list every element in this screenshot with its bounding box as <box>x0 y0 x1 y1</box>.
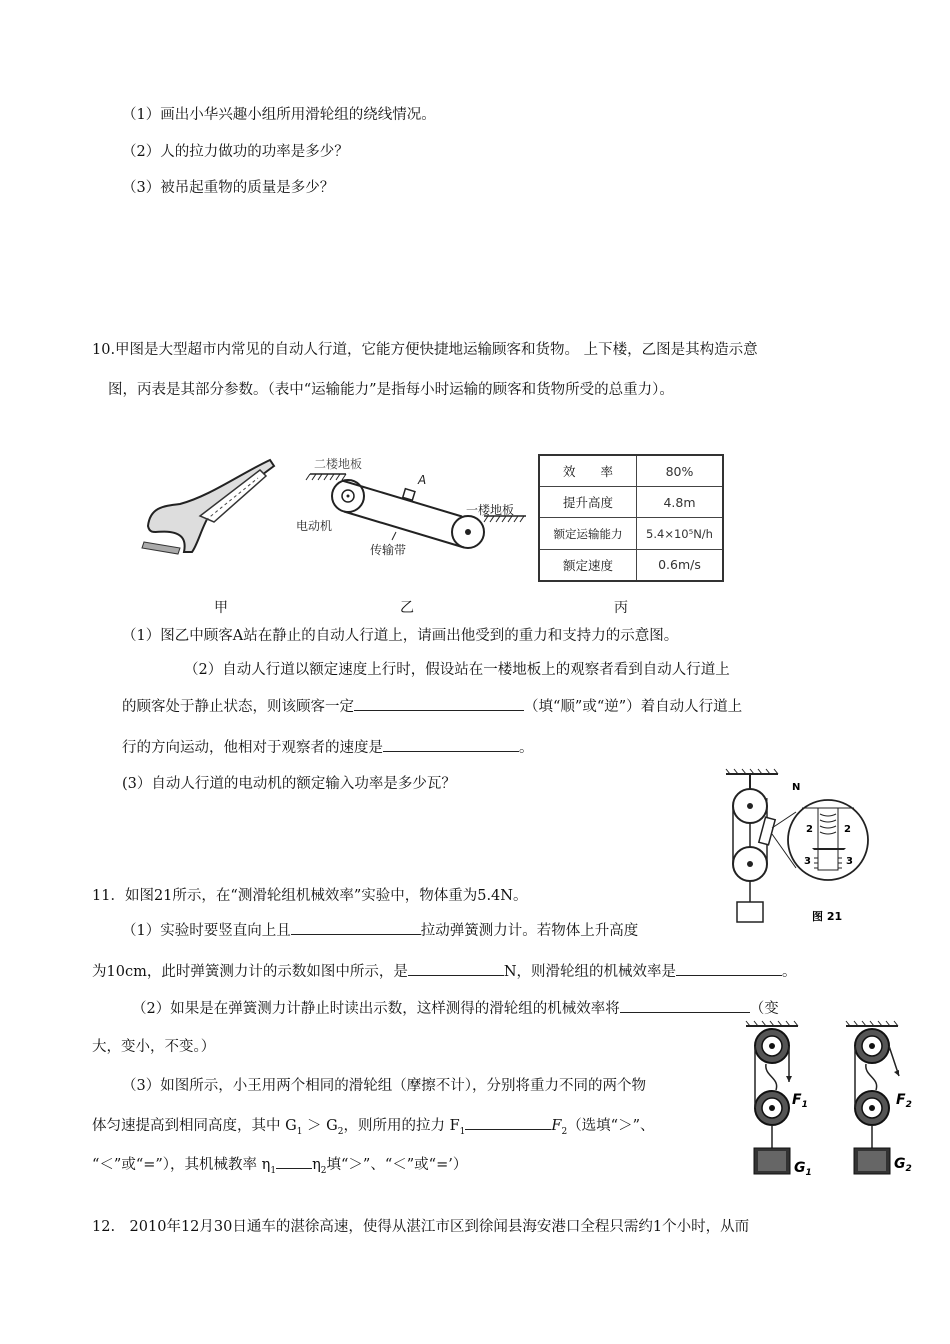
label-belt: 传输带 <box>370 543 407 556</box>
caption-yi: 乙 <box>400 600 414 616</box>
q10-part2-line2: 的顾客处于静止状态，则该顾客一定 （填“顺”或“逆”）着自动人行道上 <box>122 695 742 716</box>
table-key: 效 率 <box>539 455 637 487</box>
figure-yi-conveyor <box>296 456 528 556</box>
q9-part3: （3）被吊起重物的质量是多少？ <box>122 180 335 196</box>
scale-tick-3-left: 3 <box>804 856 811 867</box>
q10-intro-line1: 10.甲图是大型超市内常见的自动人行道，它能方便快捷地运输顾客和货物。 上下楼，乙图是其构造示意 <box>92 342 758 358</box>
table-value: 5.4×10⁵N/h <box>637 518 724 549</box>
answer-blank-force-compare[interactable] <box>465 1115 551 1130</box>
label-point-a: A <box>418 473 427 487</box>
table-row <box>539 518 723 549</box>
q10-part2-line1: （2）自动人行道以额定速度上行时，假设站在一楼地板上的观察者看到自动人行道上 <box>184 662 730 678</box>
label-f2: $F_2$ <box>896 1092 912 1110</box>
q9-part2: （2）人的拉力做功的功率是多少？ <box>122 144 349 160</box>
q10-part3: (3）自动人行道的电动机的额定输入功率是多少瓦？ <box>122 776 456 792</box>
answer-blank-efficiency-compare[interactable] <box>276 1154 312 1169</box>
label-f1: $F_1$ <box>792 1092 808 1110</box>
q11-intro: 11．如图21所示，在“测滑轮组机械效率”实验中，物体重为5.4N。 <box>92 888 528 904</box>
q10-intro-line2: 图，丙表是其部分参数。（表中“运输能力”是指每小时运输的顾客和货物所受的总重力）。 <box>108 382 674 398</box>
scale-tick-2-right: 2 <box>844 824 851 835</box>
table-row <box>539 549 723 581</box>
answer-blank-change[interactable] <box>620 998 750 1013</box>
label-floor1: 一楼地板 <box>466 503 515 517</box>
label-g1: $G_1$ <box>794 1160 812 1178</box>
table-key: 提升高度 <box>539 487 637 518</box>
q9-part1: （1）画出小华兴趣小组所用滑轮组的绕线情况。 <box>122 107 436 123</box>
scale-unit-n: N <box>792 782 801 793</box>
answer-blank-force[interactable] <box>408 961 504 976</box>
table-row <box>539 487 723 518</box>
q10-part2-line3: 行的方向运动，他相对于观察者的速度是 。 <box>122 736 534 757</box>
answer-blank-efficiency[interactable] <box>676 961 782 976</box>
figure-jia-escalator <box>140 456 280 556</box>
figure-bing-parameter-table <box>538 454 724 582</box>
scale-tick-3-right: 3 <box>846 856 853 867</box>
q10-part1: （1）图乙中顾客A站在静止的自动人行道上，请画出他受到的重力和支持力的示意图。 <box>122 628 679 644</box>
answer-blank-speed[interactable] <box>383 737 519 752</box>
table-key: 额定运输能力 <box>539 518 637 549</box>
label-motor: 电动机 <box>296 519 333 533</box>
q11-part3-line1: （3）如图所示，小王用两个相同的滑轮组（摩擦不计），分别将重力不同的两个物 <box>122 1078 646 1094</box>
q11-part1-line2: 为10cm，此时弹簧测力计的示数如图中所示，是 N，则滑轮组的机械效率是 。 <box>92 960 797 981</box>
answer-blank-direction[interactable] <box>354 696 524 711</box>
caption-jia: 甲 <box>214 600 228 616</box>
figure-21-pulley-scale <box>720 768 870 928</box>
label-g2: $G_2$ <box>894 1156 912 1174</box>
table-value: 4.8m <box>637 487 724 518</box>
table-value: 0.6m/s <box>637 549 724 581</box>
scale-tick-2-left: 2 <box>806 824 813 835</box>
q12-intro: 12. 2010年12月30日通车的湛徐高速，使得从湛江市区到徐闻县海安港口全程只需约1个小时，从而 <box>92 1219 750 1235</box>
answer-blank-manner[interactable] <box>291 920 421 935</box>
table-value: 80% <box>637 455 724 487</box>
table-row <box>539 455 723 487</box>
figure-21-caption: 图 21 <box>812 910 843 923</box>
figure-two-pulley-systems <box>736 1020 926 1180</box>
q11-part2-line1: （2）如果是在弹簧测力计静止时读出示数，这样测得的滑轮组的机械效率将 （变 <box>132 997 779 1018</box>
caption-bing: 丙 <box>614 600 628 616</box>
q11-part1-line1: （1）实验时要竖直向上且 拉动弹簧测力计。若物体上升高度 <box>122 919 638 940</box>
q11-part2-line2: 大，变小，不变。） <box>92 1039 216 1055</box>
label-floor2: 二楼地板 <box>314 457 363 471</box>
table-key: 额定速度 <box>539 549 637 581</box>
q11-part3-line3: “＜”或“=”），其机械教率 $\eta_1$ $\eta_2$填“＞”、“＜”或“=’） <box>92 1153 467 1176</box>
q11-part3-line2: 体匀速提高到相同高度，其中 $G_1 > G_2$，则所用的拉力 $F_1$ $F_2$（选填“＞”、 <box>92 1114 655 1137</box>
